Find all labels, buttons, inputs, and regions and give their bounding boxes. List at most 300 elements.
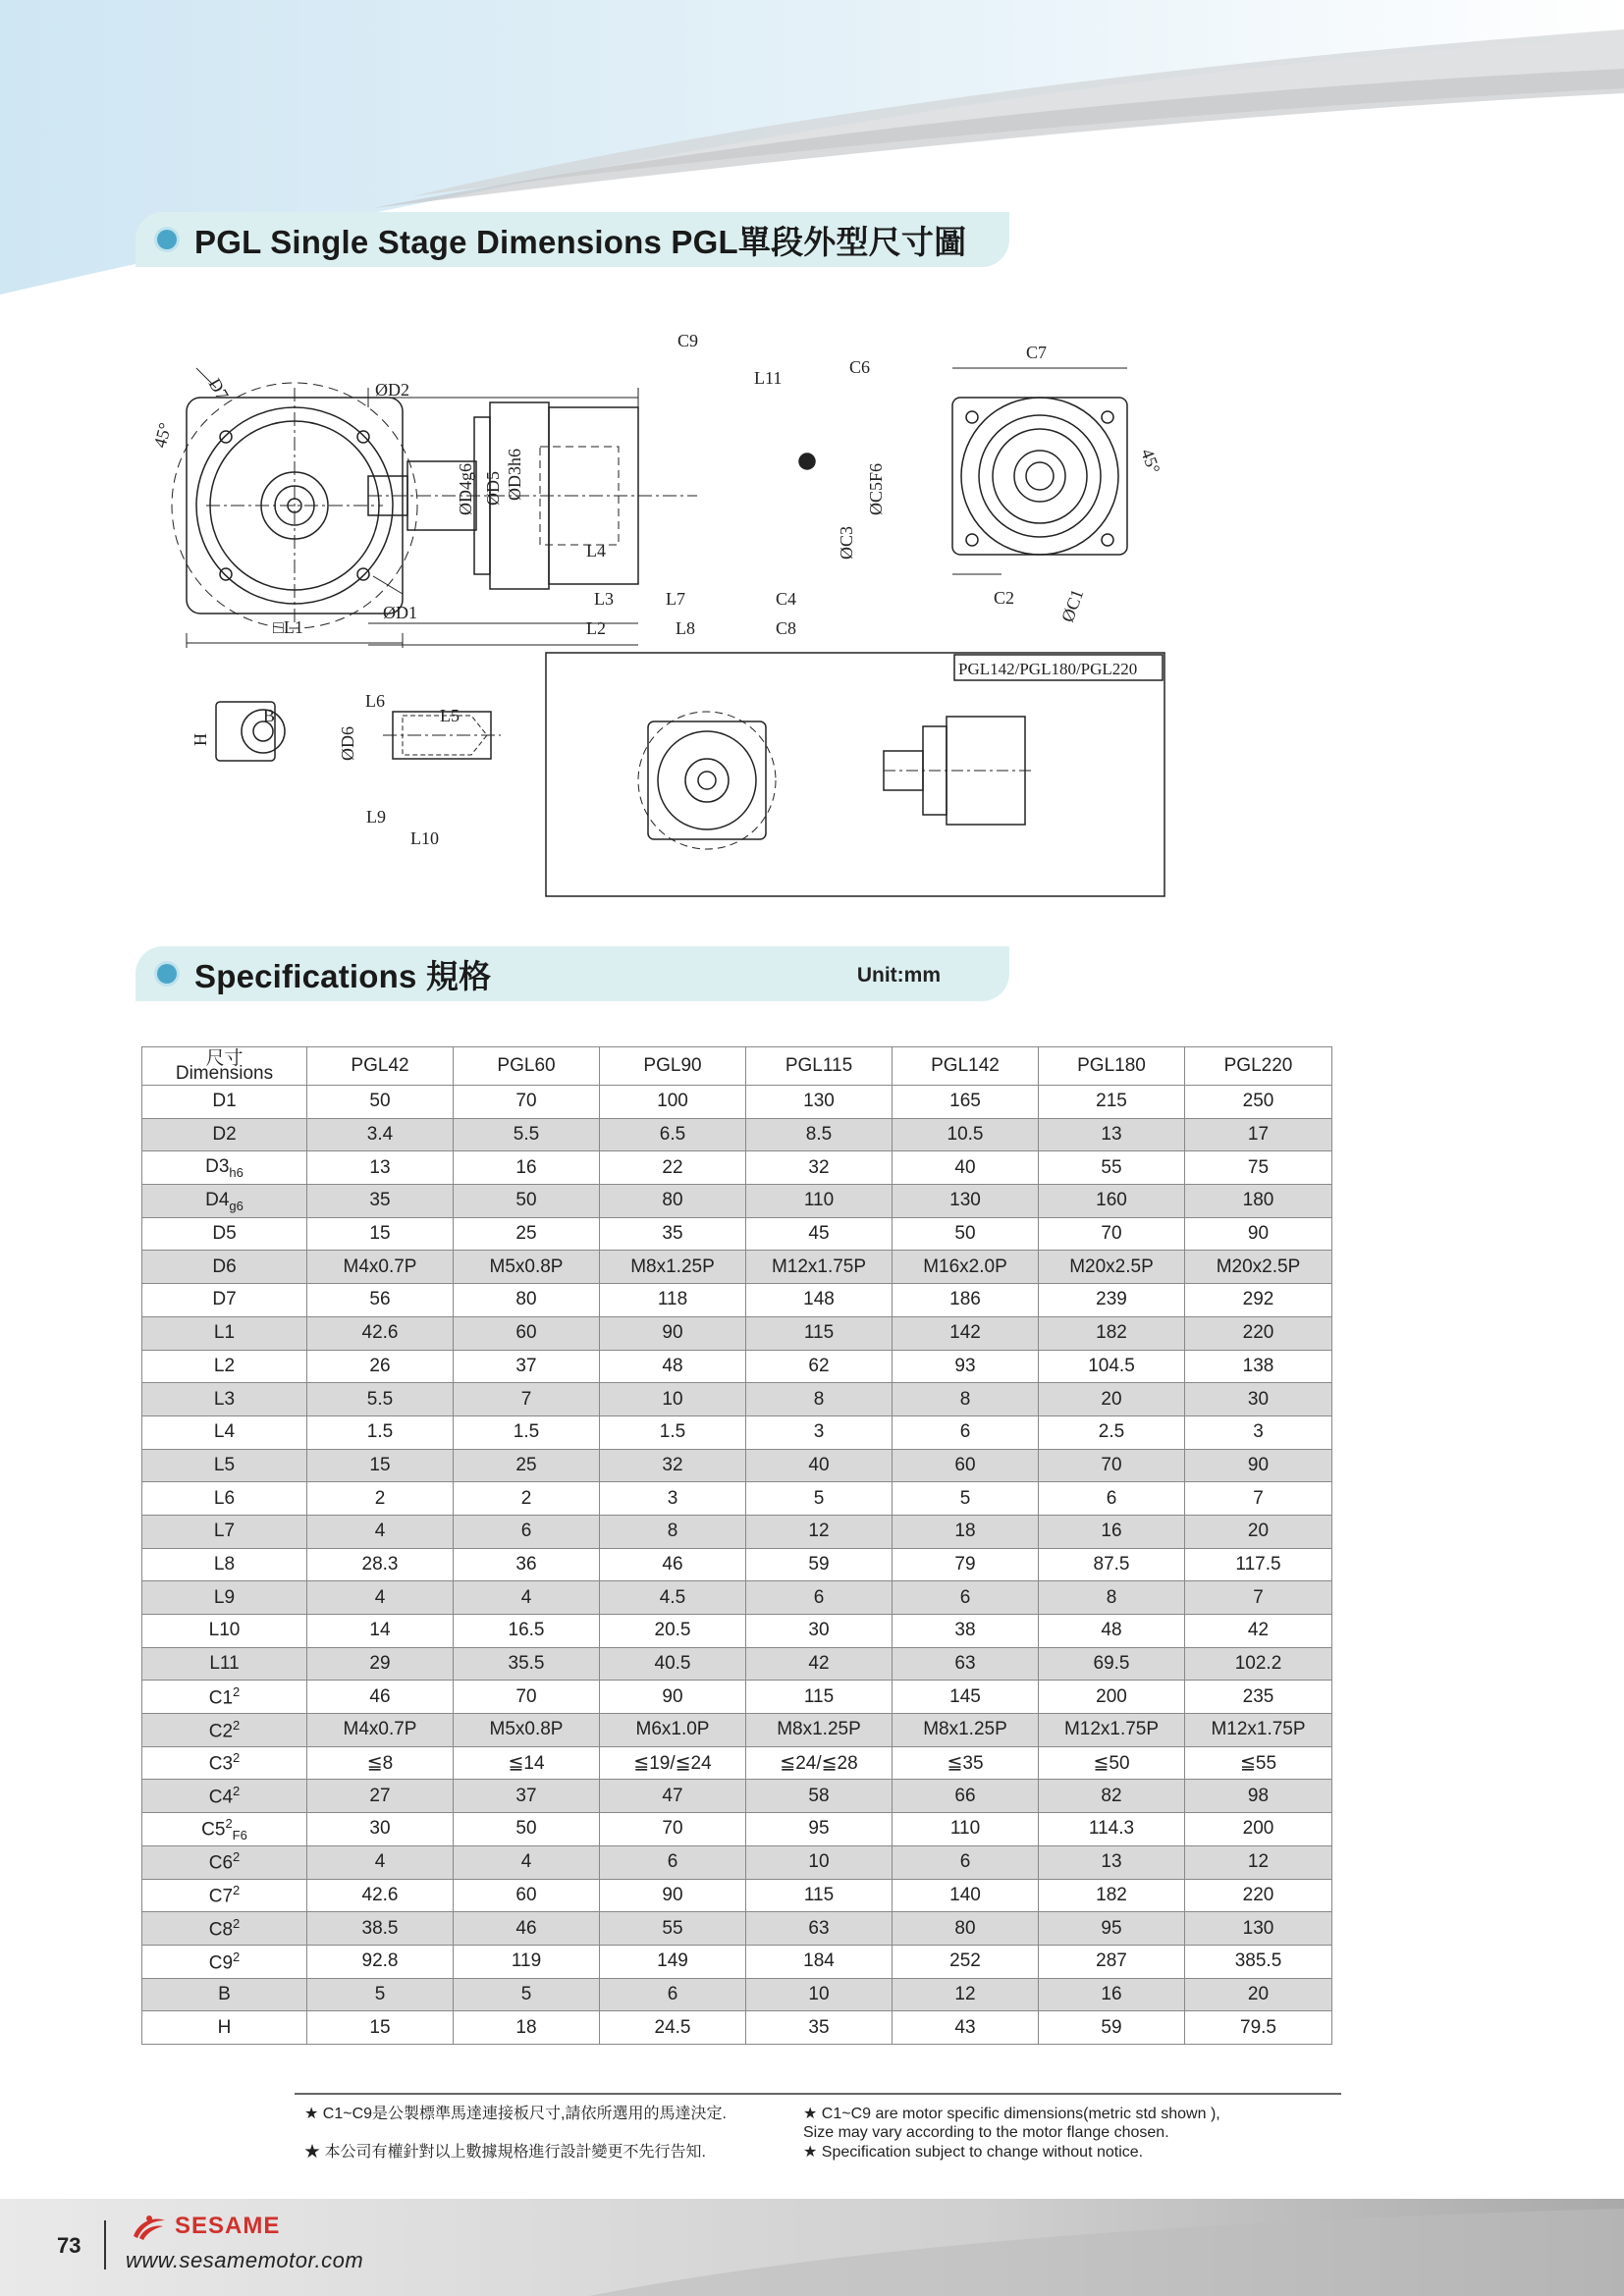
table-cell: 69.5 [1039,1647,1185,1681]
table-cell: 58 [746,1780,893,1813]
table-cell: 1.5 [600,1415,746,1449]
table-row [142,1185,1332,1218]
table-cell: 62 [746,1350,893,1383]
table-cell: 385.5 [1185,1945,1332,1978]
section-specifications-header [135,946,1009,1001]
table-cell: 35 [746,2011,893,2045]
table-cell: 6 [893,1845,1039,1879]
table-cell: 220 [1185,1879,1332,1912]
row-label-d3: $D3_{h6}$ [142,1151,307,1185]
dimensions-header-zh: 尺寸 [205,1048,244,1069]
table-cell: 47 [600,1780,746,1813]
table-cell: 16 [1039,1978,1185,2011]
table-header [142,1047,1332,1086]
label-l3: L3 [594,589,614,609]
table-cell: 2 [307,1482,454,1516]
table-cell: 42 [746,1647,893,1681]
inset-title: PGL142/PGL180/PGL220 [958,660,1138,678]
table-cell: M4x0.7P [307,1714,454,1747]
table-cell: 70 [600,1813,746,1846]
table-cell: M12x1.75P [746,1251,893,1284]
row-label-c9: $C9^2$ [142,1945,307,1978]
table-row [142,1879,1332,1912]
table-cell: 6 [1039,1482,1185,1516]
table-row [142,1845,1332,1879]
table-cell: 26 [307,1350,454,1383]
table-cell: ≦55 [1185,1746,1332,1780]
table-cell: 20 [1185,1515,1332,1548]
unit-label: Unit:mm [856,964,941,987]
column-header-pgl115: PGL115 [746,1047,893,1086]
row-label-b: B [142,1978,307,2011]
table-cell: 60 [893,1449,1039,1482]
row-label-l6: L6 [142,1482,307,1516]
row-label-c6: $C6^2$ [142,1845,307,1879]
table-cell: 28.3 [307,1548,454,1581]
table-cell: 115 [746,1316,893,1350]
table-cell: 80 [600,1185,746,1218]
table-cell: 27 [307,1780,454,1813]
table-cell: 5 [893,1482,1039,1516]
table-cell: 37 [454,1350,600,1383]
table-cell: 115 [746,1879,893,1912]
table-row [142,1449,1332,1482]
table-cell: 130 [893,1185,1039,1218]
table-cell: 59 [1039,2011,1185,2045]
website-url[interactable]: www.sesamemotor.com [126,2248,364,2272]
row-label-l5: L5 [142,1449,307,1482]
table-cell: 165 [893,1086,1039,1119]
table-cell: 13 [307,1151,454,1185]
table-cell: 292 [1185,1284,1332,1317]
table-cell: 80 [893,1912,1039,1946]
table-cell: 215 [1039,1086,1185,1119]
table-row [142,1978,1332,2011]
table-row [142,1350,1332,1383]
label-c1: ØC1 [1056,586,1088,625]
table-row [142,1714,1332,1747]
table-cell: M16x2.0P [893,1251,1039,1284]
table-cell: 4 [307,1515,454,1548]
table-cell: 90 [1185,1449,1332,1482]
row-label-l1: L1 [142,1316,307,1350]
table-cell: 90 [600,1879,746,1912]
table-cell: 35.5 [454,1647,600,1681]
table-cell: 5 [746,1482,893,1516]
table-cell: M4x0.7P [307,1251,454,1284]
table-cell: 46 [307,1681,454,1714]
table-cell: 8.5 [746,1118,893,1151]
row-label-c2: $C2^2$ [142,1714,307,1747]
table-cell: 60 [454,1316,600,1350]
table-cell: 13 [1039,1118,1185,1151]
table-cell: 38 [893,1615,1039,1648]
table-cell: 60 [454,1879,600,1912]
label-l2: L2 [586,618,606,638]
table-row [142,1615,1332,1648]
table-row [142,1482,1332,1516]
sesame-logo [130,2211,280,2242]
label-l5: L5 [440,706,460,725]
table-cell: 70 [454,1086,600,1119]
row-label-d4: $D4_{g6}$ [142,1185,307,1218]
table-cell: 110 [746,1185,893,1218]
table-cell: 55 [1039,1151,1185,1185]
label-l11: L11 [754,368,783,388]
table-cell: 1.5 [454,1415,600,1449]
table-cell: 142 [893,1316,1039,1350]
table-row [142,1681,1332,1714]
table-cell: 6 [893,1415,1039,1449]
table-cell: 6.5 [600,1118,746,1151]
table-cell: 10 [600,1383,746,1416]
table-cell: M5x0.8P [454,1714,600,1747]
table-cell: 4 [454,1581,600,1615]
table-cell: 8 [746,1383,893,1416]
table-cell: 6 [600,1978,746,2011]
table-cell: M8x1.25P [746,1714,893,1747]
table-cell: 50 [307,1086,454,1119]
table-row [142,1415,1332,1449]
table-cell: M5x0.8P [454,1251,600,1284]
table-cell: 46 [454,1912,600,1946]
table-row [142,1217,1332,1251]
table-cell: M12x1.75P [1185,1714,1332,1747]
table-cell: 15 [307,2011,454,2045]
table-row [142,1316,1332,1350]
table-cell: 48 [600,1350,746,1383]
table-cell: 79.5 [1185,2011,1332,2045]
table-cell: 4.5 [600,1581,746,1615]
table-row [142,1581,1332,1615]
table-cell: 25 [454,1449,600,1482]
row-label-d6: D6 [142,1251,307,1284]
table-cell: 29 [307,1647,454,1681]
row-label-d5: D5 [142,1217,307,1251]
column-header-pgl180: PGL180 [1039,1047,1185,1086]
table-row [142,1548,1332,1581]
row-label-d1: D1 [142,1086,307,1119]
table-cell: 10.5 [893,1118,1039,1151]
table-cell: 55 [600,1912,746,1946]
table-cell: 37 [454,1780,600,1813]
table-cell: 2 [454,1482,600,1516]
section-dimensions-title: PGL Single Stage Dimensions PGL單段外型尺寸圖 [194,223,967,260]
table-cell: 6 [893,1581,1039,1615]
table-cell: M20x2.5P [1185,1251,1332,1284]
rear-view-drawing [952,368,1127,574]
sesame-logo-icon [130,2211,169,2242]
table-row [142,1945,1332,1978]
row-label-l3: L3 [142,1383,307,1416]
table-cell: 7 [454,1383,600,1416]
label-h: H [190,733,210,746]
table-cell: 42.6 [307,1879,454,1912]
table-cell: 130 [746,1086,893,1119]
table-row [142,1515,1332,1548]
label-l7: L7 [666,589,685,609]
table-cell: 5 [307,1978,454,2011]
table-cell: M12x1.75P [1039,1714,1185,1747]
table-cell: 35 [307,1185,454,1218]
row-label-c5: $C5^2_{F6}$ [142,1813,307,1846]
row-label-l2: L2 [142,1350,307,1383]
row-label-h: H [142,2011,307,2045]
table-cell: 250 [1185,1086,1332,1119]
table-cell: M6x1.0P [600,1714,746,1747]
table-cell: 10 [746,1978,893,2011]
table-row [142,1912,1332,1946]
table-row [142,1284,1332,1317]
table-cell: 59 [746,1548,893,1581]
label-c7: C7 [1026,343,1048,362]
table-cell: 160 [1039,1185,1185,1218]
table-row [142,1251,1332,1284]
table-row [142,2011,1332,2045]
label-d3: ØD3h6 [505,449,524,501]
table-cell: 287 [1039,1945,1185,1978]
table-cell: ≦24/≦28 [746,1746,893,1780]
label-b: B [263,706,276,725]
table-cell: 22 [600,1151,746,1185]
label-c6: C6 [849,357,871,377]
table-cell: 90 [600,1316,746,1350]
table-cell: 4 [454,1845,600,1879]
row-label-c7: $C7^2$ [142,1879,307,1912]
table-cell: ≦50 [1039,1746,1185,1780]
row-label-c1: $C1^2$ [142,1681,307,1714]
table-cell: 15 [307,1217,454,1251]
table-cell: 20 [1185,1978,1332,2011]
table-cell: 110 [893,1813,1039,1846]
table-row [142,1813,1332,1846]
table-cell: 63 [746,1912,893,1946]
table-cell: 220 [1185,1316,1332,1350]
table-cell: ≦35 [893,1746,1039,1780]
table-cell: 239 [1039,1284,1185,1317]
table-cell: 36 [454,1548,600,1581]
table-cell: 20 [1039,1383,1185,1416]
table-cell: 90 [1185,1217,1332,1251]
table-cell: 40 [893,1151,1039,1185]
table-cell: 3 [600,1482,746,1516]
table-cell: 45 [746,1217,893,1251]
table-cell: 12 [1185,1845,1332,1879]
table-cell: ≦8 [307,1746,454,1780]
table-cell: 114.3 [1039,1813,1185,1846]
table-cell: 5.5 [454,1118,600,1151]
table-cell: 70 [1039,1449,1185,1482]
table-row [142,1118,1332,1151]
section-specifications-title: Specifications 規格 [194,957,492,994]
table-cell: 145 [893,1681,1039,1714]
table-cell: 50 [454,1185,600,1218]
table-cell: 182 [1039,1879,1185,1912]
notes-rule [295,2093,1341,2095]
table-row [142,1383,1332,1416]
label-c5: ØC5F6 [866,462,886,515]
table-cell: 92.8 [307,1945,454,1978]
note-zh-1: ★ C1~C9是公製標準馬達連接板尺寸,請依所選用的馬達決定. [304,2106,727,2122]
table-cell: 2.5 [1039,1415,1185,1449]
bullet-icon [157,230,177,249]
row-label-c3: $C3^2$ [142,1746,307,1780]
table-cell: 4 [307,1845,454,1879]
table-cell: 66 [893,1780,1039,1813]
table-cell: 100 [600,1086,746,1119]
table-cell: M20x2.5P [1039,1251,1185,1284]
table-cell: 184 [746,1945,893,1978]
table-cell: 148 [746,1284,893,1317]
table-cell: 93 [893,1350,1039,1383]
table-cell: 5 [454,1978,600,2011]
table-cell: 4 [307,1581,454,1615]
inset-large-sizes-drawing [546,653,1164,896]
table-row [142,1780,1332,1813]
row-label-l9: L9 [142,1581,307,1615]
dimensions-header-en: Dimensions [175,1063,274,1084]
table-row [142,1151,1332,1185]
table-cell: 8 [1039,1581,1185,1615]
note-en-2: ★ Specification subject to change without notice. [803,2144,1144,2161]
label-l10: L10 [410,828,439,848]
row-label-d7: D7 [142,1284,307,1317]
bullet-icon [157,964,177,984]
row-label-l10: L10 [142,1615,307,1648]
column-header-pgl220: PGL220 [1185,1047,1332,1086]
table-cell: ≦14 [454,1746,600,1780]
table-cell: 118 [600,1284,746,1317]
table-cell: 32 [746,1151,893,1185]
label-l1: □L1 [273,617,303,637]
table-cell: 46 [600,1548,746,1581]
table-cell: 1.5 [307,1415,454,1449]
table-cell: 16 [454,1151,600,1185]
label-l6: L6 [365,691,385,711]
specifications-table [141,1046,1332,2045]
table-cell: 6 [746,1581,893,1615]
table-cell: ≦19/≦24 [600,1746,746,1780]
table-cell: 104.5 [1039,1350,1185,1383]
table-cell: 130 [1185,1912,1332,1946]
table-cell: 6 [454,1515,600,1548]
dimensions-header-cell [142,1047,307,1086]
table-cell: 42.6 [307,1316,454,1350]
label-angle-45-front: 45° [149,420,176,451]
label-l4: L4 [586,541,606,561]
label-c9: C9 [677,331,699,350]
table-cell: 63 [893,1647,1039,1681]
table-row [142,1647,1332,1681]
table-cell: 90 [600,1681,746,1714]
table-cell: 48 [1039,1615,1185,1648]
table-cell: 235 [1185,1681,1332,1714]
label-d6: ØD6 [338,726,357,761]
table-cell: 38.5 [307,1912,454,1946]
table-cell: 15 [307,1449,454,1482]
table-cell: 75 [1185,1151,1332,1185]
table-cell: 140 [893,1879,1039,1912]
table-cell: 7 [1185,1482,1332,1516]
table-cell: 40.5 [600,1647,746,1681]
label-d4: ØD4g6 [456,463,475,515]
row-label-l7: L7 [142,1515,307,1548]
table-cell: 16.5 [454,1615,600,1648]
row-label-l8: L8 [142,1548,307,1581]
table-cell: 180 [1185,1185,1332,1218]
label-d5: ØD5 [483,471,503,506]
table-cell: 14 [307,1615,454,1648]
label-c8: C8 [776,618,797,638]
table-cell: 42 [1185,1615,1332,1648]
section-dimensions-header [135,212,1009,267]
table-cell: 200 [1185,1813,1332,1846]
row-label-c8: $C8^2$ [142,1912,307,1946]
table-cell: 3 [746,1415,893,1449]
footer-divider [104,2220,106,2269]
table-cell: 35 [600,1217,746,1251]
table-cell: 95 [1039,1912,1185,1946]
label-angle-45-rear: 45° [1137,446,1164,477]
table-cell: 149 [600,1945,746,1978]
table-cell: 18 [454,2011,600,2045]
table-cell: 87.5 [1039,1548,1185,1581]
row-label-c4: $C4^2$ [142,1780,307,1813]
header-swoosh [0,0,1624,324]
table-body [142,1086,1332,2045]
table-cell: 16 [1039,1515,1185,1548]
page-number: 73 [57,2233,81,2258]
table-cell: 50 [454,1813,600,1846]
table-cell: 56 [307,1284,454,1317]
table-cell: 30 [746,1615,893,1648]
column-header-pgl142: PGL142 [893,1047,1039,1086]
table-cell: 10 [746,1845,893,1879]
table-cell: M8x1.25P [893,1714,1039,1747]
table-cell: 200 [1039,1681,1185,1714]
label-d7: D7 [204,375,233,404]
table-cell: 95 [746,1813,893,1846]
table-cell: 12 [893,1978,1039,2011]
label-c2: C2 [994,588,1015,608]
table-cell: 186 [893,1284,1039,1317]
table-cell: 98 [1185,1780,1332,1813]
label-c4: C4 [776,589,797,609]
row-label-d2: D2 [142,1118,307,1151]
side-view-drawing [368,388,815,645]
table-cell: 12 [746,1515,893,1548]
label-d1: ØD1 [383,603,417,622]
note-en-1: ★ C1~C9 are motor specific dimensions(metric std shown ), Size may vary according to the motor flange chosen. [803,2106,1220,2141]
table-cell: 3.4 [307,1118,454,1151]
table-cell: 17 [1185,1118,1332,1151]
table-cell: 138 [1185,1350,1332,1383]
table-cell: 102.2 [1185,1647,1332,1681]
dimension-drawings [147,329,1188,908]
label-l8: L8 [676,618,695,638]
column-header-pgl42: PGL42 [307,1047,454,1086]
table-cell: 3 [1185,1415,1332,1449]
column-header-pgl90: PGL90 [600,1047,746,1086]
table-cell: 50 [893,1217,1039,1251]
row-label-l4: L4 [142,1415,307,1449]
table-cell: 5.5 [307,1383,454,1416]
table-cell: 252 [893,1945,1039,1978]
table-cell: M8x1.25P [600,1251,746,1284]
table-cell: 8 [893,1383,1039,1416]
table-cell: 24.5 [600,2011,746,2045]
table-cell: 182 [1039,1316,1185,1350]
